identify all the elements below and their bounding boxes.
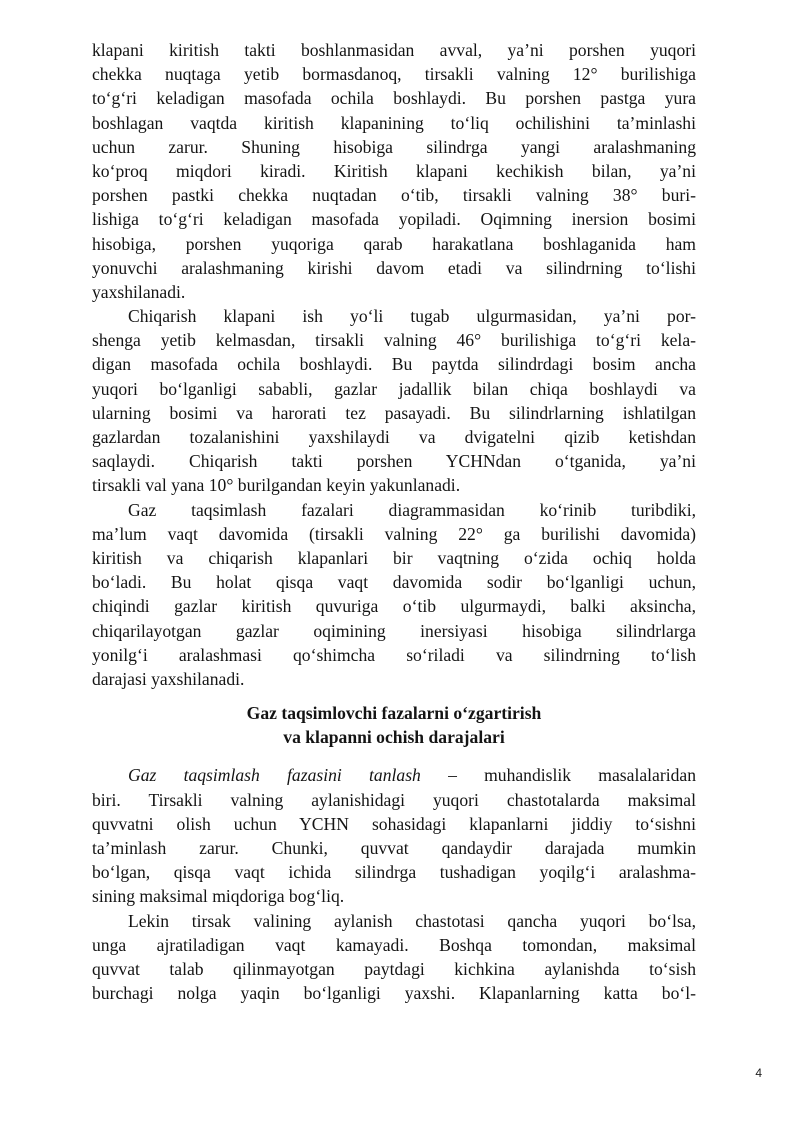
text-line: ta’minlash zarur. Chunki, quvvat qandaydir darajada mumkin — [92, 838, 696, 858]
text-line: chekka nuqtaga yetib bormasdanoq, tirsakli valning 12° burilishiga — [92, 64, 696, 85]
text-line: hisobiga, porshen yuqoriga qarab harakatlana boshlaganida ham — [92, 233, 696, 254]
text-line: quvvat talab qilinmayotgan paytdagi kichkina aylanishda to‘sish — [92, 958, 696, 979]
paragraph-exhaust-valve — [92, 304, 696, 498]
text-line: klapani kiritish takti boshlanmasidan avval, ya’ni porshen yuqori — [92, 40, 696, 60]
text-line: yonuvchi aralashmaning kirishi davom etadi va silindrning to‘lishi — [92, 257, 696, 278]
text-line: tirsakli val yana 10° burilgandan keyin yakunlanadi. — [92, 475, 461, 496]
text-line: biri. Tirsakli valning aylanishidagi yuqori chastotalarda maksimal — [92, 789, 696, 810]
text-line: burchagi nolga yaqin bo‘lganligi yaxshi. Klapanlarning katta bo‘l- — [92, 983, 696, 1004]
text-line: digan masofada ochila boshlaydi. Bu paytda silindrdagi bosim ancha — [92, 354, 696, 375]
text-line: yuqori bo‘lganligi sababli, gazlar jadallik bilan chiqa boshlaydi va — [92, 378, 696, 399]
text-line: quvvatni olish uchun YCHN sohasidagi klapanlarni jiddiy to‘sishni — [92, 813, 696, 834]
text-line: uchun zarur. Shuning hisobiga silindrga yangi aralashmaning — [92, 136, 696, 157]
text-line: yaxshilanadi. — [92, 281, 186, 302]
text-line: unga ajratiladigan vaqt kamayadi. Boshqa tomondan, maksimal — [92, 934, 696, 955]
text-line: Lekin tirsak valining aylanish chastotasi qancha yuqori bo‘lsa, — [128, 910, 696, 931]
italic-term: Gaz taqsimlash fazasini tanlash — [128, 765, 421, 786]
text-line: saqlaydi. Chiqarish takti porshen YCHNdan o‘tganida, ya’ni — [92, 451, 696, 472]
text-line: boshlagan vaqtda kiritish klapanining to‘liq ochilishini ta’minlashi — [92, 112, 696, 133]
section-heading — [92, 701, 696, 749]
text-line: sining maksimal miqdoriga bog‘liq. — [92, 886, 345, 907]
text-line: ko‘proq miqdori kiradi. Kiritish klapani kechikish bilan, ya’ni — [92, 160, 696, 181]
text-line: bo‘ladi. Bu holat qisqa vaqt davomida sodir bo‘lganligi uchun, — [92, 572, 696, 593]
text-line: kiritish va chiqarish klapanlari bir vaqtning o‘zida ochiq holda — [92, 547, 696, 568]
page-number: 4 — [755, 1066, 762, 1080]
paragraph-valve-overlap — [92, 498, 696, 692]
text-line: porshen pastki chekka nuqtadan o‘tib, tirsakli valning 38° buri- — [92, 185, 696, 206]
paragraph-rotation-frequency — [92, 909, 696, 1006]
text-line: gazlardan tozalanishini yaxshilaydi va dvigatelni qizib ketishdan — [92, 427, 696, 447]
text-line: lishiga to‘g‘ri keladigan masofada yopiladi. Oqimning inersion bosimi — [92, 209, 696, 230]
text-span: – muhandislik masalalaridan — [420, 765, 696, 786]
text-line: chiqarilayotgan gazlar oqimining inersiyasi hisobiga silindrlarga — [92, 620, 696, 641]
text-line: darajasi yaxshilanadi. — [92, 668, 245, 689]
text-line: Gaz taqsimlash fazalari diagrammasidan ko‘rinib turibdiki, — [128, 499, 696, 520]
text-line: to‘g‘ri keladigan masofada ochila boshlaydi. Bu porshen pastga yura — [92, 88, 696, 109]
text-line: yonilg‘i aralashmasi qo‘shimcha so‘riladi va silindrning to‘lish — [92, 644, 696, 665]
section-heading-line: va klapanni ochish darajalari — [283, 727, 505, 748]
text-line: ma’lum vaqt davomida (tirsakli valning 22° ga burilishi davomida) — [92, 523, 696, 544]
paragraph-phase-selection — [92, 763, 696, 908]
section-heading-line: Gaz taqsimlovchi fazalarni o‘zgartirish — [246, 703, 542, 724]
text-line — [92, 763, 696, 787]
text-line: chiqindi gazlar kiritish quvuriga o‘tib ulgurmaydi, balki aksincha, — [92, 596, 696, 617]
text-line: bo‘lgan, qisqa vaqt ichida silindrga tushadigan yoqilg‘i aralashma- — [92, 862, 696, 883]
text-line: shenga yetib kelmasdan, tirsakli valning 46° burilishiga to‘g‘ri kela- — [92, 330, 696, 351]
text-line: Chiqarish klapani ish yo‘li tugab ulgurmasidan, ya’ni por- — [128, 306, 696, 327]
paragraph-intake-valve — [92, 38, 696, 304]
page-body — [92, 38, 696, 1005]
text-line: ularning bosimi va harorati tez pasayadi. Bu silindrlarning ishlatilgan — [92, 402, 696, 423]
